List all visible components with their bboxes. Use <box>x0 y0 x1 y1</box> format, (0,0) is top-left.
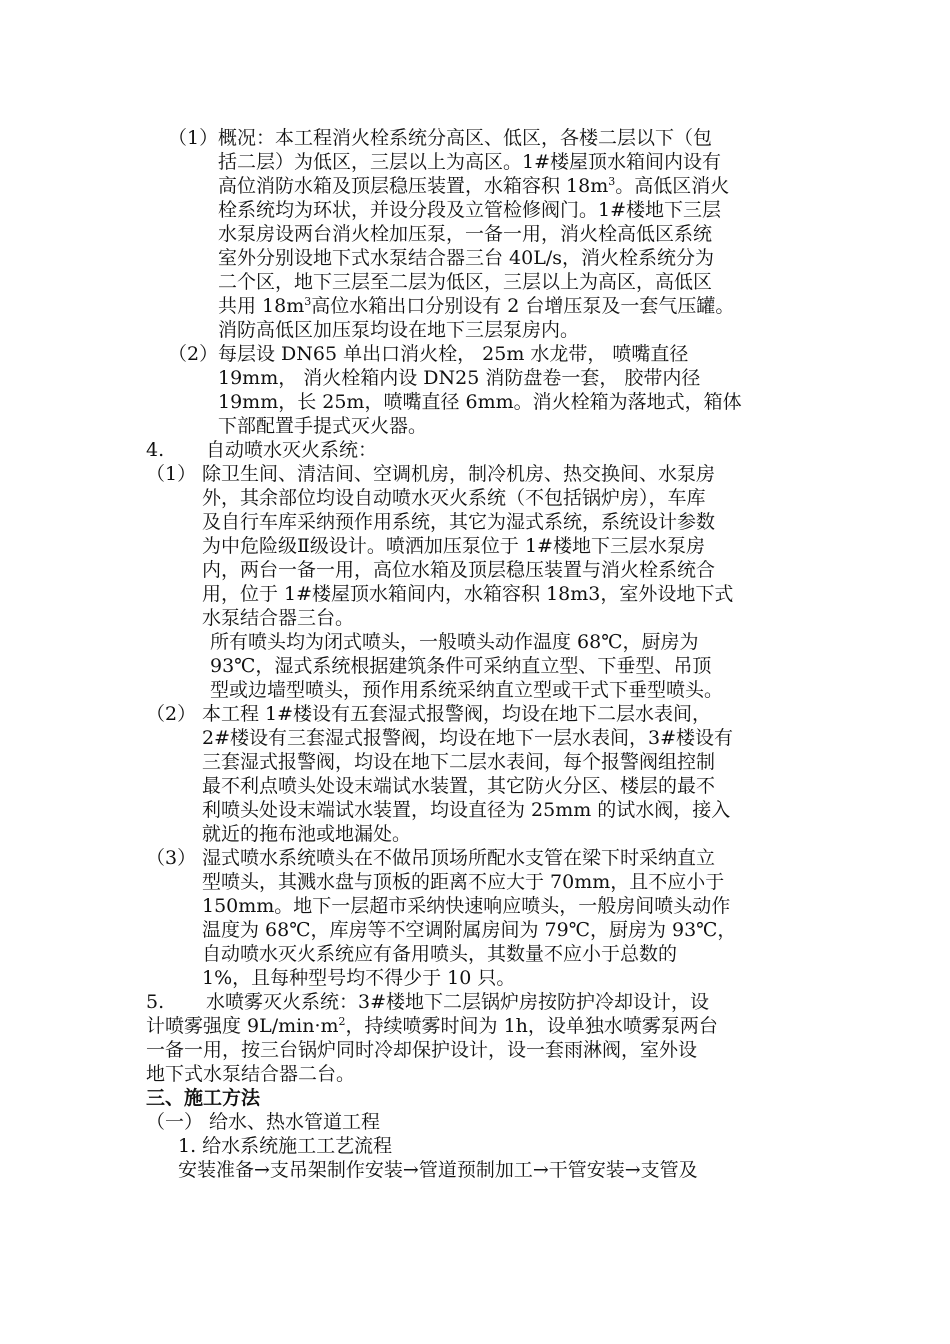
item-4-1-line-7: 水泵结合器三台。 <box>202 607 355 629</box>
item-3-1-line-9: 消防高低区加压泵均设在地下三层泵房内。 <box>218 319 580 341</box>
subsubheading: 1. 给水系统施工工艺流程 <box>178 1135 393 1157</box>
item-3-1-line-3-text: 高位消防水箱及顶层稳压装置，水箱容积 18m <box>218 175 609 197</box>
item-4-2-line-5: 利喷头处设末端试水装置，均设直径为 25mm 的试水阀，接入 <box>202 799 731 821</box>
item-4-3-line-5: 自动喷水灭火系统应有备用喷头，其数量不应小于总数的 <box>202 943 678 965</box>
item-4-3-line-2: 型喷头，其溅水盘与顶板的距离不应大于 70mm，且不应小于 <box>202 871 725 893</box>
section-5-line-4: 地下式水泵结合器二台。 <box>146 1063 356 1085</box>
section-5-line-2-text: 计喷雾强度 9L/min·m <box>146 1015 339 1037</box>
section-5-line-2-tail: ，持续喷雾时间为 1h，设单独水喷雾泵两台 <box>345 1015 718 1037</box>
item-3-1-line-8-text: 共用 18m <box>218 295 305 317</box>
item-4-2-label: （2） <box>146 703 197 725</box>
item-3-1-line-1: 概况：本工程消火栓系统分高区、低区，各楼二层以下（包 <box>218 127 713 149</box>
flow-line: 安装准备→支吊架制作安装→管道预制加工→干管安装→支管及 <box>178 1159 698 1181</box>
section-4-number: 4. <box>146 439 165 461</box>
item-4-1-label: （1） <box>146 463 197 485</box>
item-4-3-line-1: 湿式喷水系统喷头在不做吊顶场所配水支管在梁下时采纳直立 <box>202 847 716 869</box>
section-5-line-3: 一备一用，按三台锅炉同时冷却保护设计，设一套雨淋阀，室外设 <box>146 1039 698 1061</box>
item-3-1-line-3 <box>218 174 729 198</box>
item-4-1-para2-line-2: 93℃，湿式系统根据建筑条件可采纳直立型、下垂型、吊顶 <box>210 655 712 677</box>
item-3-1-line-4: 栓系统均为环状，并设分段及立管检修阀门。1#楼地下三层 <box>218 199 722 221</box>
section-5-line-1: 水喷雾灭火系统：3#楼地下二层锅炉房按防护冷却设计，设 <box>206 991 710 1013</box>
item-4-3-line-6: 1%，且每种型号均不得少于 10 只。 <box>202 967 516 989</box>
item-4-1-para2-line-3: 型或边墙型喷头，预作用系统采纳直立型或干式下垂型喷头。 <box>210 679 724 701</box>
item-3-1-line-6: 室外分别设地下式水泵结合器三台 40L/s，消火栓系统分为 <box>218 247 714 269</box>
item-3-2-line-3: 19mm，长 25m，喷嘴直径 6mm。消火栓箱为落地式，箱体 <box>218 391 742 413</box>
item-3-2-label: （2） <box>168 343 219 365</box>
item-4-1-line-6: 用，位于 1#楼屋顶水箱间内，水箱容积 18m3，室外设地下式 <box>202 583 734 605</box>
item-4-2-line-3: 三套湿式报警阀，均设在地下二层水表间，每个报警阀组控制 <box>202 751 716 773</box>
superscript: 3 <box>608 175 616 188</box>
item-4-2-line-6: 就近的拖布池或地漏处。 <box>202 823 412 845</box>
superscript: 3 <box>304 295 312 308</box>
subheading: （一） 给水、热水管道工程 <box>146 1111 381 1133</box>
item-4-3-line-3: 150mm。地下一层超市采纳快速响应喷头，一般房间喷头动作 <box>202 895 731 917</box>
section-5-number: 5. <box>146 991 165 1013</box>
item-3-1-line-8 <box>218 294 734 318</box>
item-4-1-para2-line-1: 所有喷头均为闭式喷头，一般喷头动作温度 68℃，厨房为 <box>210 631 699 653</box>
item-4-1-line-2: 外，其余部位均设自动喷水灭火系统（不包括锅炉房），车库 <box>202 487 706 509</box>
item-4-3-line-4: 温度为 68℃，库房等不空调附属房间为 79℃，厨房为 93℃， <box>202 919 737 941</box>
item-3-2-line-2: 19mm， 消火栓箱内设 DN25 消防盘卷一套， 胶带内径 <box>218 367 701 389</box>
item-4-1-line-5: 内，两台一备一用，高位水箱及顶层稳压装置与消火栓系统合 <box>202 559 716 581</box>
section-5-line-2 <box>146 1014 718 1038</box>
section-heading: 三、施工方法 <box>146 1087 261 1109</box>
item-4-1-line-4: 为中危险级Ⅱ级设计。喷洒加压泵位于 1#楼地下三层水泵房 <box>202 535 705 557</box>
item-3-1-line-5: 水泵房设两台消火栓加压泵，一备一用，消火栓高低区系统 <box>218 223 713 245</box>
item-4-1-line-3: 及自行车库采纳预作用系统，其它为湿式系统，系统设计参数 <box>202 511 716 533</box>
superscript: 2 <box>338 1015 346 1028</box>
item-4-2-line-1: 本工程 1#楼设有五套湿式报警阀，均设在地下二层水表间， <box>202 703 712 725</box>
item-3-1-line-3-tail: 。高低区消火 <box>615 175 730 197</box>
item-3-1-line-8-tail: 高位水箱出口分别设有 2 台增压泵及一套气压罐。 <box>311 295 735 317</box>
item-4-3-label: （3） <box>146 847 197 869</box>
item-4-2-line-4: 最不利点喷头处设末端试水装置，其它防火分区、楼层的最不 <box>202 775 716 797</box>
item-3-2-line-4: 下部配置手提式灭火器。 <box>218 415 428 437</box>
item-4-1-line-1: 除卫生间、清洁间、空调机房，制冷机房、热交换间、水泵房 <box>202 463 716 485</box>
item-4-2-line-2: 2#楼设有三套湿式报警阀，均设在地下一层水表间，3#楼设有 <box>202 727 734 749</box>
item-3-1-label: （1） <box>168 127 219 149</box>
item-3-1-line-2: 括二层）为低区，三层以上为高区。1#楼屋顶水箱间内设有 <box>218 151 722 173</box>
item-3-1-line-7: 二个区，地下三层至二层为低区，三层以上为高区，高低区 <box>218 271 713 293</box>
item-3-2-line-1: 每层设 DN65 单出口消火栓， 25m 水龙带， 喷嘴直径 <box>218 343 689 365</box>
section-4-title: 自动喷水灭火系统： <box>206 439 378 461</box>
